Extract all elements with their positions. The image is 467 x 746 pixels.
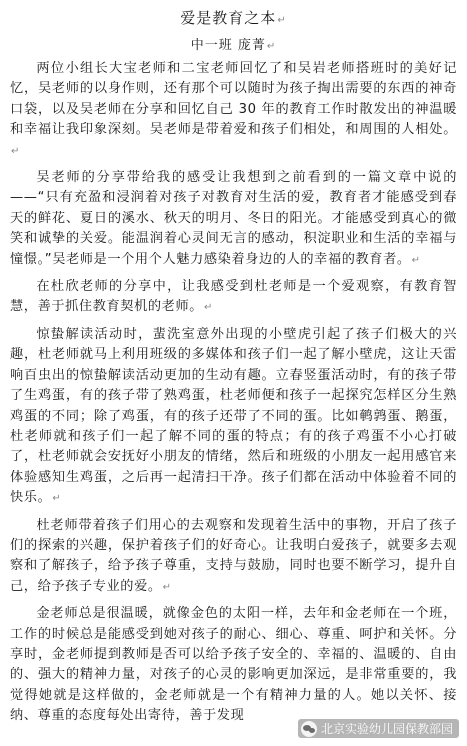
watermark — [298, 719, 459, 738]
paragraph-mark: ↵ — [162, 581, 172, 593]
paragraph-3 — [10, 277, 457, 319]
watermark-text: 北京实验幼儿园保教部园 — [320, 722, 453, 736]
title-text: 爱是教育之本 — [180, 9, 277, 27]
paragraph-mark: ↵ — [277, 15, 287, 26]
paragraph-text: 杜老师带着孩子们用心的去观察和发现着生活中的事物，开启了孩子们的探索的兴趣，保护着孩子们的好奇心。让我明白爱孩子，就要多去观察和了解孩子，给予孩子尊重，支持与鼓励，同时也要不断学习，提升自己，给予孩子专业的爱。 — [10, 517, 457, 594]
paragraph-mark: ↵ — [411, 254, 421, 266]
paragraph-text: 吴老师的分享带给我的感受让我想到之前看到的一篇文章中说的——“只有充盈和浸润着对孩子对教育对生活的爱，教育者才能感受到春天的鲜花、夏日的溪水、秋天的明月、冬日的阳光。才能感受到真心的微笑和诚挚的关爱。能温润着心灵间无言的感动，积淀职业和生活的幸福与憧憬。”吴老师是一个用个人魅力感染着身边的人的幸福的教育者。 — [10, 170, 457, 267]
paragraph-2 — [10, 168, 457, 271]
paragraph-mark: ↵ — [11, 145, 20, 157]
paragraph-1 — [10, 59, 457, 162]
paragraph-mark: ↵ — [204, 302, 214, 314]
paragraph-text: 惊蛰解读活动时，蜚洗室意外出现的小壁虎引起了孩子们极大的兴趣，杜老师就马上利用班级的多媒体和孩子们一起了解小壁虎，这让天雷响百虫出的惊蛰解读活动更加的生动有趣。立春竖蛋活动时，有的孩子带了生鸡蛋，有的孩子带了熟鸡蛋，杜老师便和孩子一起探究怎样区分生熟鸡蛋的不同；除了鸡蛋，有的孩子还带了不同的蛋。比如鹌鹑蛋、鹅蛋，杜老师就和孩子们一起了解不同的蛋的特点；有的孩子鸡蛋不小心打破了，杜老师就会安抚好小朋友的情绪，然后和班级的小朋友一起用感官来体验感知生鸡蛋，之后再一起清扫干净。孩子们都在活动中体验着不同的快乐。 — [10, 326, 457, 506]
paragraph-4 — [10, 325, 457, 510]
wechat-icon — [301, 721, 317, 737]
byline-text: 中一班 庞菁 — [190, 38, 266, 53]
paragraph-text: 在杜欣老师的分享中，让我感受到杜老师是一个爱观察，有教育智慧，善于抓住教育契机的老师。 — [10, 279, 457, 315]
paragraph-text: 金老师总是很温暖，就像金色的太阳一样，去年和金老师在一个班，工作的时候总是能感受到她对孩子的耐心、细心、尊重、呵护和关怀。分享时，金老师提到教师是否可以给予孩子安全的、幸福的、温暖的、自由的、强大的精神力量，对孩子的心灵的影响更加深远，是非常重要的，我觉得她就是这样做的，金老师就是一个有精神力量的人。她以关怀、接纳、尊重的态度每处出寄待，善于发现 — [10, 606, 457, 724]
document-byline — [10, 36, 457, 57]
paragraph-text: 两位小组长大宝老师和二宝老师回忆了和吴岩老师搭班时的美好记忆，吴老师的以身作则，还有那个可以随时为孩子掏出需要的东西的神奇口袋，以及吴老师在分享和回忆自己 30 年的教育工作时散发出的神温暖和幸福让我印象深刻。吴老师是带着爱和孩子们相处，和周围的人相处。 — [10, 61, 457, 138]
paragraph-5 — [10, 516, 457, 599]
paragraph-mark: ↵ — [52, 493, 62, 505]
paragraph-mark: ↵ — [266, 41, 277, 52]
paragraph-6 — [10, 604, 457, 726]
document-title — [10, 8, 457, 31]
